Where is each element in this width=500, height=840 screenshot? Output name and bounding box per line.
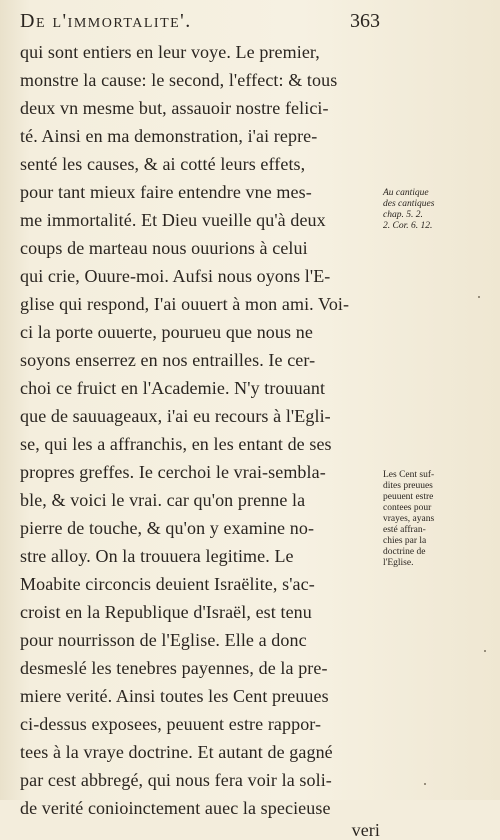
text-line: de verité conioinctement auec la specieuse: [20, 798, 331, 818]
text-line: me immortalité. Et Dieu vueille qu'à deux: [20, 210, 326, 230]
paper-speck: [424, 783, 426, 785]
running-head: [20, 10, 380, 36]
marginal-line: esté affran-: [383, 525, 426, 535]
marginal-note-summary: [383, 470, 491, 569]
paper-speck: [478, 296, 480, 298]
text-line: qui sont entiers en leur voye. Le premier,: [20, 42, 320, 62]
text-line: pierre de touche, & qu'on y examine no-: [20, 518, 315, 538]
text-line: soyons enserrez en nos entrailles. Ie cer-: [20, 350, 316, 370]
marginal-line: chies par la: [383, 536, 427, 546]
text-line: par cest abbregé, qui nous fera voir la soli-: [20, 770, 332, 790]
marginal-line: 2. Cor. 6. 12.: [383, 221, 433, 231]
marginal-line: Au cantique: [383, 188, 429, 198]
page-number: 363: [350, 10, 380, 32]
text-line: ble, & voici le vrai. car qu'on prenne la: [20, 490, 306, 510]
marginal-line: vrayes, ayans: [383, 514, 435, 524]
marginal-line: dites preuues: [383, 481, 433, 491]
text-line: croist en la Republique d'Israël, est tenu: [20, 602, 312, 622]
text-line: qui crie, Ouure-moi. Aufsi nous oyons l'E-: [20, 266, 331, 286]
text-line: propres greffes. Ie cerchoi le vrai-sembla-: [20, 462, 326, 482]
text-line: glise qui respond, I'ai ouuert à mon ami. Voi-: [20, 294, 350, 314]
text-line: ci la porte ouuerte, pourueu que nous ne: [20, 322, 313, 342]
text-line: se, qui les a affranchis, en les entant de ses: [20, 434, 332, 454]
marginal-note-citation: [383, 188, 491, 232]
text-line: tees à la vraye doctrine. Et autant de gagné: [20, 742, 333, 762]
text-line: deux vn mesme but, assauoir nostre felici-: [20, 98, 329, 118]
marginal-line: des cantiques: [383, 199, 435, 209]
text-line: ci-dessus exposees, peuuent estre rappor-: [20, 714, 322, 734]
text-line: Moabite circoncis deuient Israëlite, s'ac-: [20, 574, 315, 594]
marginal-line: contees pour: [383, 503, 432, 513]
text-line: pour tant mieux faire entendre vne mes-: [20, 182, 312, 202]
text-line: miere verité. Ainsi toutes les Cent preuues: [20, 686, 329, 706]
text-line: pour nourrisson de l'Eglise. Elle a donc: [20, 630, 307, 650]
marginal-line: l'Eglise.: [383, 558, 414, 568]
marginal-line: peuuent estre: [383, 492, 434, 502]
text-line: senté les causes, & ai cotté leurs effets,: [20, 154, 306, 174]
text-line: que de sauuageaux, i'ai eu recours à l'Egli-: [20, 406, 331, 426]
text-line: stre alloy. On la trouuera legitime. Le: [20, 546, 294, 566]
marginal-line: chap. 5. 2.: [383, 210, 423, 220]
text-line: té. Ainsi en ma demonstration, i'ai repre-: [20, 126, 318, 146]
running-title: De l'immortalite'.: [20, 10, 192, 32]
paper-speck: [484, 650, 486, 652]
text-line: desmeslé les tenebres payennes, de la pre-: [20, 658, 328, 678]
text-line: choi ce fruict en l'Academie. N'y trouuant: [20, 378, 326, 398]
marginal-line: doctrine de: [383, 547, 426, 557]
text-line: monstre la cause: le second, l'effect: & tous: [20, 70, 338, 90]
text-line: coups de marteau nous ouurions à celui: [20, 238, 308, 258]
catchword: veri: [351, 820, 380, 840]
marginal-line: Les Cent suf-: [383, 470, 435, 480]
